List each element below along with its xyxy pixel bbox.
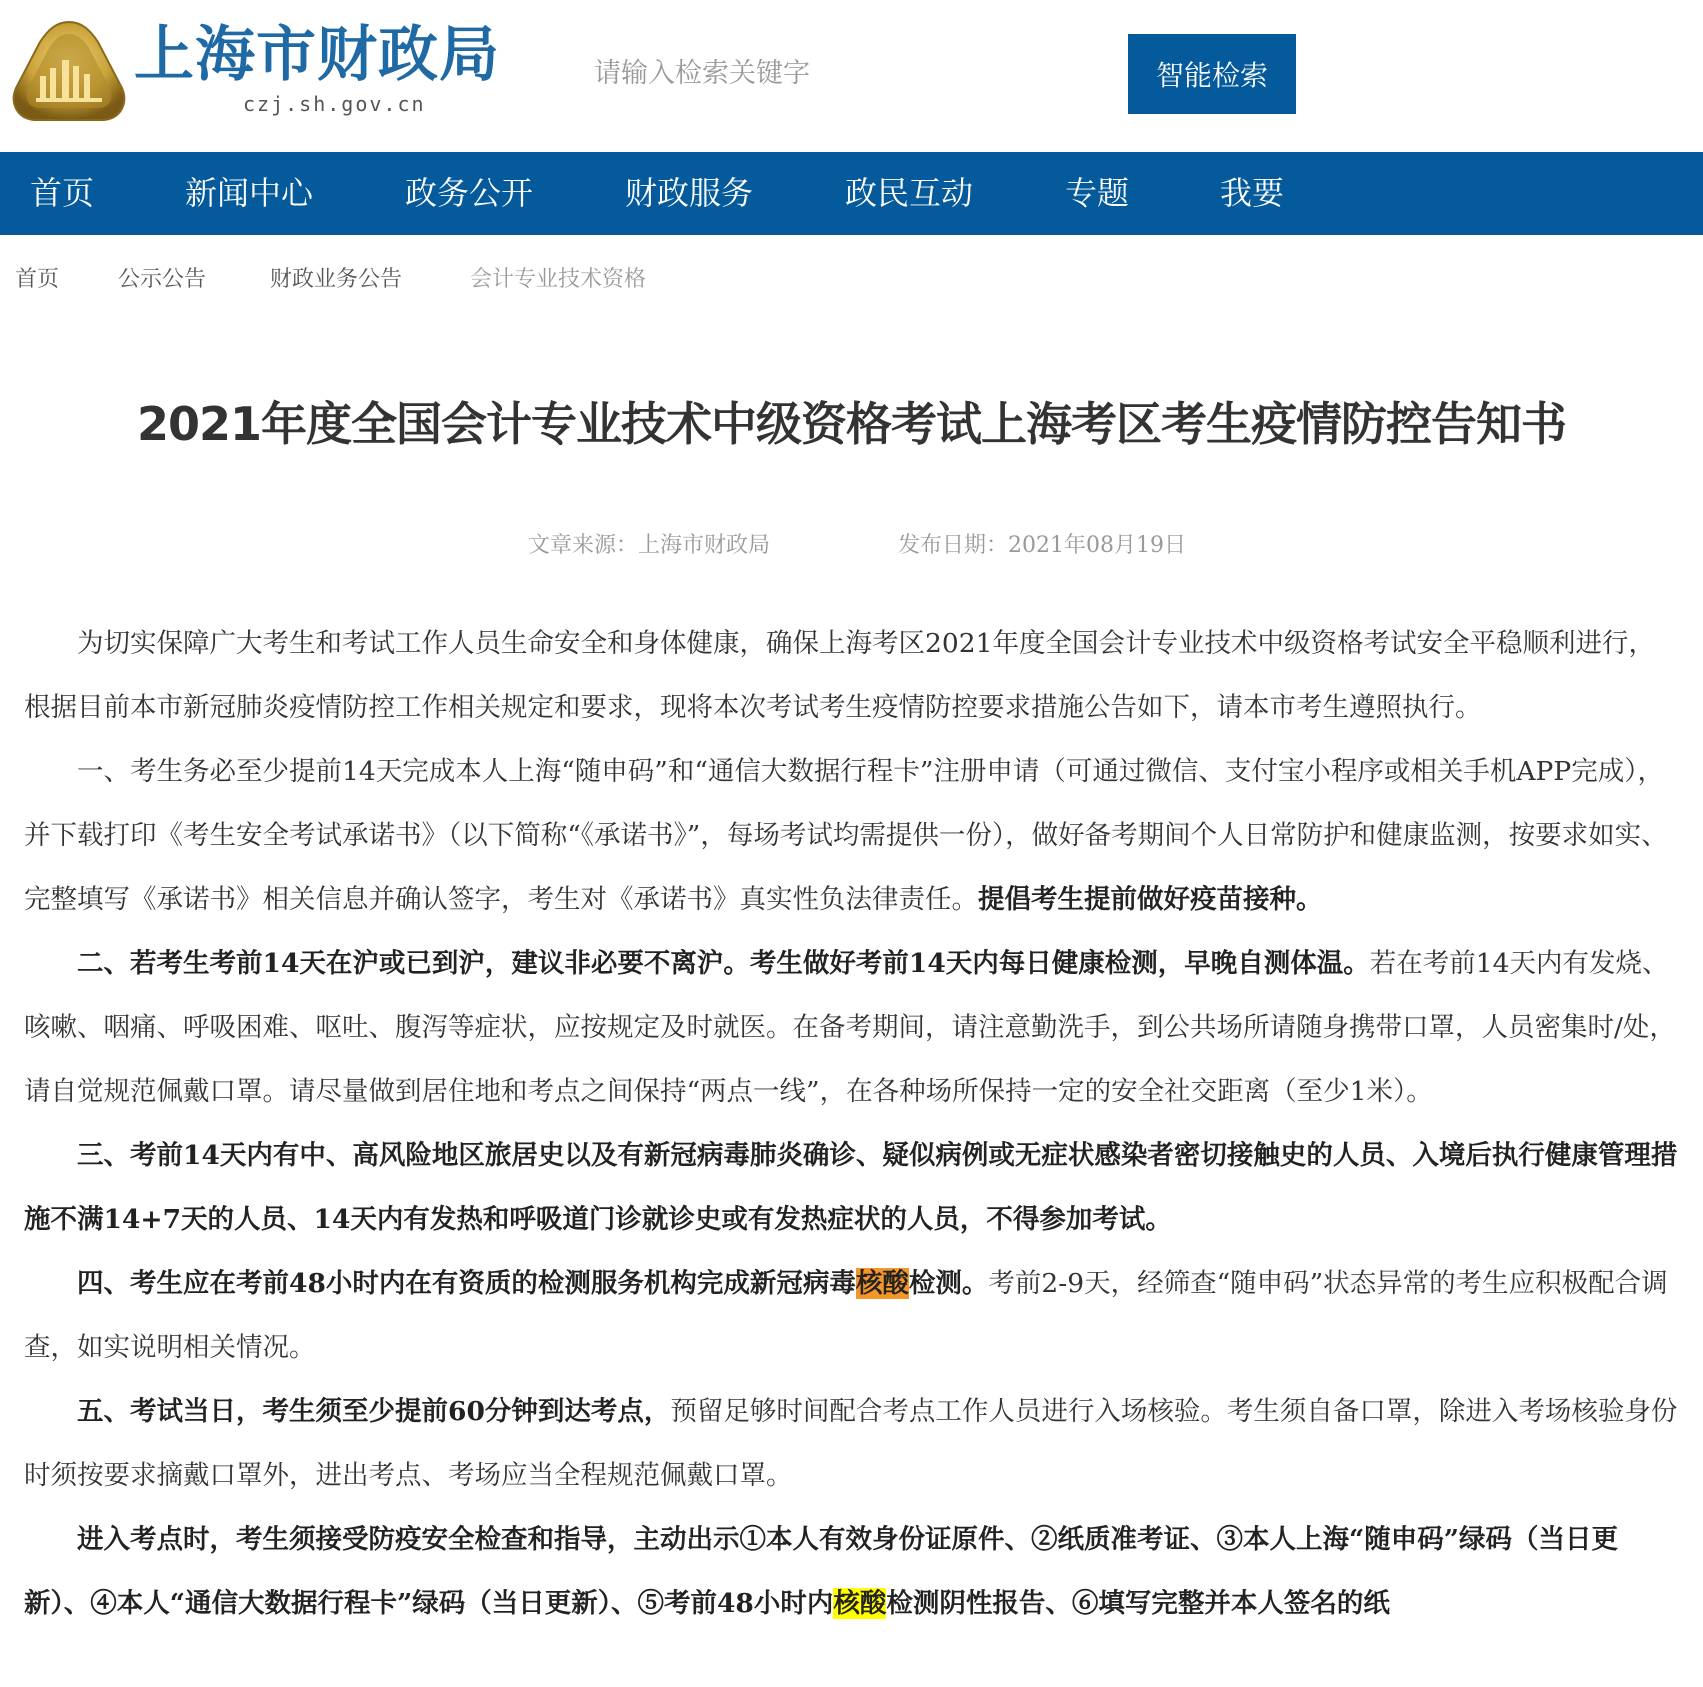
paragraph-text: 检测阴性报告、⑥填写完整并本人签名的纸 bbox=[886, 1588, 1390, 1619]
article-paragraph bbox=[24, 1380, 1679, 1508]
breadcrumb-announcements[interactable]: 公示公告 bbox=[118, 267, 207, 292]
paragraph-text: 三、考前14天内有中、高风险地区旅居史以及有新冠病毒肺炎确诊、疑似病例或无症状感染者密切接触史的人员、入境后执行健康管理措施不满14+7天的人员、14天内有发热和呼吸道门诊就诊史或有发热症状的人员，不得参加考试。 bbox=[24, 1140, 1678, 1235]
paragraph-text: 二、若考生考前14天在沪或已到沪，建议非必要不离沪。考生做好考前14天内每日健康检测，早晚自测体温。 bbox=[77, 948, 1370, 979]
smart-search-button[interactable]: 智能检索 bbox=[1128, 34, 1296, 114]
paragraph-text: 五、考试当日，考生须至少提前60分钟到达考点， bbox=[77, 1396, 671, 1427]
nav-item-finance-services[interactable]: 财政服务 bbox=[625, 174, 754, 212]
paragraph-text: 检测。 bbox=[908, 1268, 989, 1299]
site-name[interactable]: 上海市财政局 bbox=[134, 20, 500, 90]
article-source: 文章来源：上海市财政局 bbox=[528, 533, 771, 558]
paragraph-text: 提倡考生提前做好疫苗接种。 bbox=[978, 884, 1323, 915]
paragraph-text: 考前2-9天，经筛查“随申码”状态异常的考生应积极配合调查，如实说明相关情况。 bbox=[24, 1268, 1668, 1363]
paragraph-text: 为切实保障广大考生和考试工作人员生命安全和身体健康，确保上海考区2021年度全国会计专业技术中级资格考试安全平稳顺利进行，根据目前本市新冠肺炎疫情防控工作相关规定和要求，现将本次考试考生疫情防控要求措施公告如下，请本市考生遵照执行。 bbox=[24, 628, 1655, 723]
nav-item-public-interaction[interactable]: 政民互动 bbox=[845, 174, 974, 212]
site-url: czj.sh.gov.cn bbox=[243, 92, 426, 116]
logo-emblem-icon[interactable] bbox=[10, 18, 128, 124]
breadcrumb-accounting-qualification[interactable]: 会计专业技术资格 bbox=[470, 267, 647, 292]
search-input[interactable] bbox=[594, 48, 1094, 98]
nav-item-i-want[interactable]: 我要 bbox=[1220, 174, 1285, 212]
main-nav bbox=[0, 152, 1703, 235]
breadcrumb-finance-announcements[interactable]: 财政业务公告 bbox=[270, 267, 403, 292]
article-title: 2021年度全国会计专业技术中级资格考试上海考区考生疫情防控告知书 bbox=[136, 397, 1567, 451]
site-header bbox=[0, 0, 1703, 152]
paragraph-text: 一、考生务必至少提前14天完成本人上海“随申码”和“通信大数据行程卡”注册申请（可通过微信、支付宝小程序或相关手机APP完成），并下载打印《考生安全考试承诺书》（以下简称“《承诺书》”，每场考试均需提供一份），做好备考期间个人日常防护和健康监测，按要求如实、完整填写《承诺书》相关信息并确认签字，考生对《承诺书》真实性负法律责任。 bbox=[24, 756, 1668, 915]
article-date: 发布日期：2021年08月19日 bbox=[898, 533, 1186, 558]
article-paragraph bbox=[24, 612, 1679, 740]
nav-item-home[interactable]: 首页 bbox=[30, 174, 95, 212]
highlighted-keyword: 核酸 bbox=[833, 1588, 887, 1619]
nav-item-news-center[interactable]: 新闻中心 bbox=[185, 174, 314, 212]
article-paragraph bbox=[24, 1124, 1679, 1252]
paragraph-text: 若在考前14天内有发烧、咳嗽、咽痛、呼吸困难、呕吐、腹泻等症状，应按规定及时就医。在备考期间，请注意勤洗手，到公共场所请随身携带口罩，人员密集时/处，请自觉规范佩戴口罩。请尽量做到居住地和考点之间保持“两点一线”，在各种场所保持一定的安全社交距离（至少1米）。 bbox=[24, 948, 1676, 1107]
nav-item-government-affairs[interactable]: 政务公开 bbox=[405, 174, 534, 212]
article-paragraph bbox=[24, 932, 1679, 1124]
nav-item-topics[interactable]: 专题 bbox=[1065, 174, 1130, 212]
article-paragraph bbox=[24, 1508, 1679, 1636]
highlighted-keyword: 核酸 bbox=[855, 1268, 909, 1299]
paragraph-text: 四、考生应在考前48小时内在有资质的检测服务机构完成新冠病毒 bbox=[77, 1268, 856, 1299]
paragraph-text: 进入考点时，考生须接受防疫安全检查和指导，主动出示①本人有效身份证原件、②纸质准考证、③本人上海“随申码”绿码（当日更新）、④本人“通信大数据行程卡”绿码（当日更新）、⑤考前48小时内 bbox=[24, 1524, 1618, 1619]
article-paragraph bbox=[24, 1252, 1679, 1380]
article-paragraph bbox=[24, 740, 1679, 932]
article-body bbox=[24, 612, 1679, 1636]
paragraph-text: 预留足够时间配合考点工作人员进行入场核验。考生须自备口罩，除进入考场核验身份时须按要求摘戴口罩外，进出考点、考场应当全程规范佩戴口罩。 bbox=[24, 1396, 1678, 1491]
breadcrumb-home[interactable]: 首页 bbox=[15, 267, 60, 292]
